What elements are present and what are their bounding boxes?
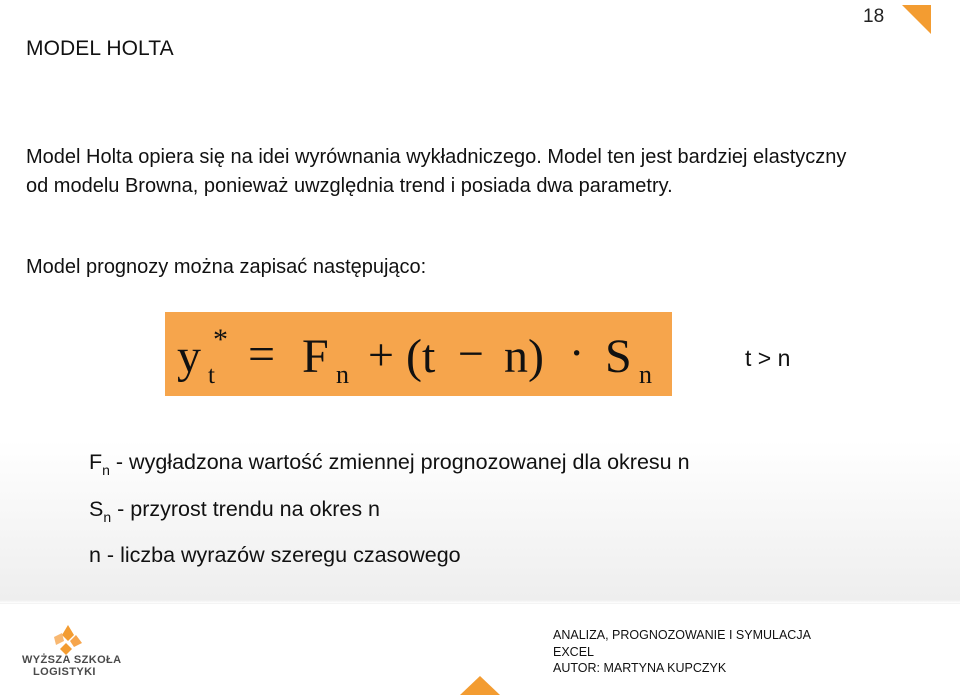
author-info	[553, 627, 811, 677]
formula-condition: t > n	[745, 345, 791, 371]
school-logo-text	[22, 654, 122, 678]
definition-text: - przyrost trendu na okres n	[117, 497, 381, 521]
intro-paragraph: Model Holta opiera się na idei wyrównania wykładniczego. Model ten jest bardziej elastyczny od modelu Browna, ponieważ uwzględnia trend i posiada dwa parametry.	[26, 146, 847, 197]
definition-sub: n	[102, 462, 110, 478]
bottom-triangle-icon	[460, 676, 500, 695]
formula-S-sub: n	[639, 360, 652, 389]
author-line-3: AUTOR: MARTYNA KUPCZYK	[553, 661, 727, 675]
holt-formula	[165, 312, 672, 396]
formula-equals: =	[248, 328, 276, 381]
definition-symbol: F	[89, 450, 103, 474]
logo-line1: WYŻSZA SZKOŁA	[22, 654, 122, 666]
formula-star: *	[213, 323, 228, 356]
footer-divider	[0, 603, 960, 604]
definition-text: n - liczba wyrazów szeregu czasowego	[89, 543, 461, 567]
formula-t-sub: t	[208, 362, 215, 389]
formula-intro: Model prognozy można zapisać następująco:	[26, 256, 427, 278]
formula-S: S	[605, 330, 632, 383]
definition-F	[89, 450, 690, 478]
formula-y: y	[177, 330, 201, 383]
formula-F: F	[302, 330, 329, 383]
formula-paren-t: (t	[406, 330, 436, 383]
formula-plus: +	[368, 329, 394, 380]
definition-symbol: S	[89, 497, 104, 521]
formula-F-sub: n	[336, 360, 349, 389]
formula-dot: ·	[569, 327, 585, 378]
page-number: 18	[863, 6, 885, 27]
formula-box	[165, 312, 672, 396]
author-line-2: EXCEL	[553, 644, 594, 659]
corner-triangle-icon	[902, 5, 931, 34]
definition-n	[89, 543, 461, 568]
definition-sub: n	[103, 509, 112, 525]
formula-minus: −	[458, 328, 484, 379]
definition-S	[89, 497, 380, 525]
logo-line2: LOGISTYKI	[33, 666, 96, 678]
author-line-1: ANALIZA, PROGNOZOWANIE I SYMULACJA	[553, 628, 811, 642]
definition-text: - wygładzona wartość zmiennej prognozowanej dla okresu n	[115, 450, 690, 474]
formula-n-paren: n)	[504, 330, 544, 383]
slide-title: MODEL HOLTA	[26, 37, 174, 60]
